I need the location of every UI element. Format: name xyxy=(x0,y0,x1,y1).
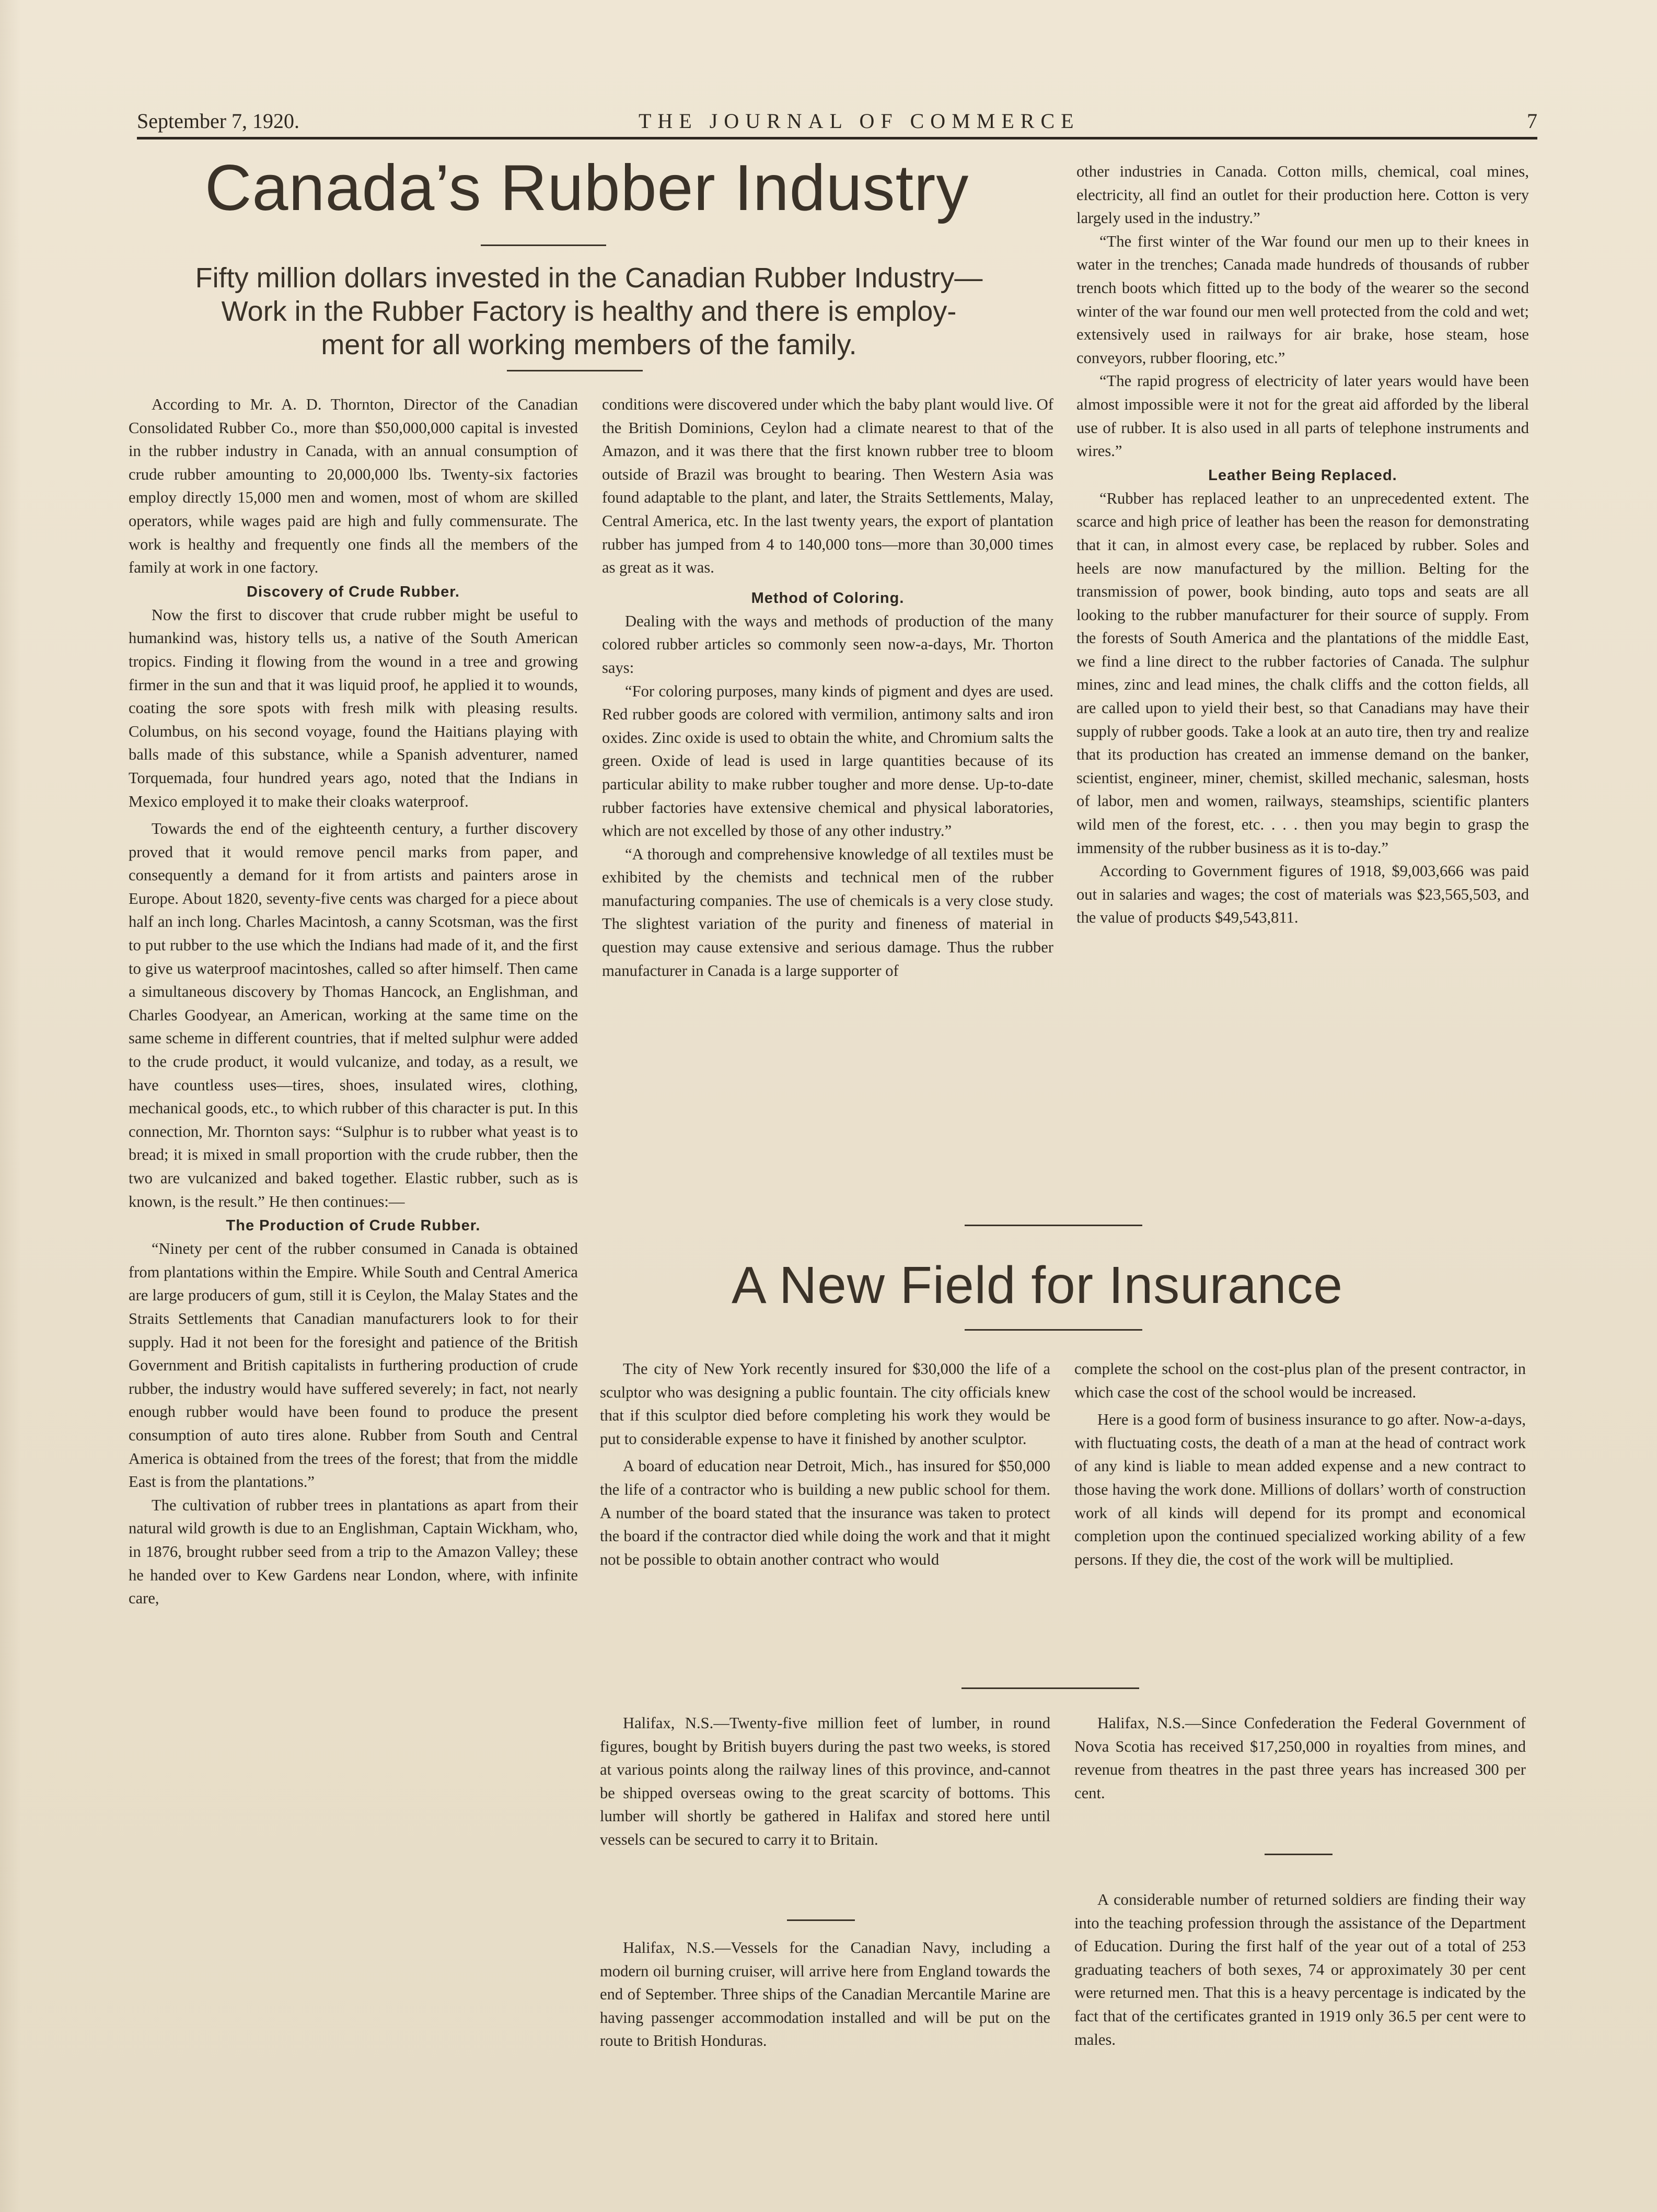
deck-rule xyxy=(507,370,643,371)
rubber-paragraph: “Rubber has replaced leather to an unprecedented extent. The scarce and high price of leather has been the reason for demonstrating that it can, in almost every case, be replaced by rubber. Soles and heels are now manufactured by the million. Belting for the transmission of power, book binding, auto tops and seats are all looking to the rubber manufacturer for their source of supply. From the forests of South America and the plantations of the middle East, we find a line direct to the rubber factories of Canada. The sulphur mines, zinc and lead mines, the chalk cliffs and the cotton fields, all are called upon to yield their best, so that Canadians may have their supply of rubber goods. Take a look at an auto tire, then try and realize that its production has created an immense demand on the banker, scientist, engineer, miner, chemist, skilled mechanic, salesman, hosts of labor, men and women, railways, steamships, scientific planters wild men of the forest, etc. . . . then you may begin to grasp the immensity of the rubber business as it is to-day.” xyxy=(1076,489,1529,857)
brief-divider-right xyxy=(1265,1854,1332,1855)
brief-paragraph: Halifax, N.S.—Vessels for the Canadian Navy, including a modern oil burning cruiser, will arrive here from England towards the end of September. Three ships of the Canadian Mercantile Marine are having passenger accommodation installed and will be put on the route to British Honduras. xyxy=(600,1939,1050,2050)
insurance-headline: A New Field for Insurance xyxy=(732,1256,1343,1314)
brief-royalties xyxy=(1074,1712,1526,1804)
brief-soldiers xyxy=(1074,1888,1526,2051)
rubber-paragraph: “The rapid progress of electricity of later years would have been almost impossible were it not for the great aid afforded by the liberal use of rubber. It is also used in all parts of telephone instruments and wires.” xyxy=(1076,372,1529,460)
issue-date: September 7, 1920. xyxy=(137,109,300,133)
brief-paragraph: Halifax, N.S.—Since Confederation the Federal Government of Nova Scotia has received $17,250,000 in royalties from mines, and revenue from theatres in the past three years has increased 300 per cent. xyxy=(1074,1714,1526,1802)
rubber-column-2 xyxy=(602,393,1053,982)
brief-navy xyxy=(600,1936,1050,2053)
rubber-paragraph: Towards the end of the eighteenth century, a further discovery proved that it would remove pencil marks from paper, and consequently a demand for it from artists and painters arose in Europe. About 1820, seventy-five cents was charged for a piece about half an inch long. Charles Macintosh, a canny Scotsman, was the first to put rubber to the use which the Indians had made of it, and the first to give us waterproof macintoshes, called so after himself. Then came a simultaneous discovery by Thomas Hancock, an Englishman, and Charles Goodyear, an American, working at the same time on the same scheme in different countries, that if melted sulphur were added to the crude product, it would vulcanize, and today, as a result, we have countless uses—tires, shoes, insulated wires, clothing, mechanical goods, etc., to which rubber of this character is put. In this connection, Mr. Thornton says: “Sulphur is to rubber what yeast is to bread; it is mixed in small proportion with the crude rubber, then the two are vulcanized and baked together. Elastic rubber, such as is known, is the result.” He then continues:— xyxy=(129,820,578,1210)
deck-line-2: Work in the Rubber Factory is healthy and there is employ- xyxy=(221,296,957,327)
headline-rule xyxy=(481,245,606,246)
brief-paragraph: A considerable number of returned soldiers are finding their way into the teaching profession through the assistance of the Department of Education. During the first half of the year out of a total of 253 graduating teachers of both sexes, 74 or approximately 30 per cent were returned men. That this is a heavy percentage is indicated by the fact that of the certificates granted in 1919 only 36.5 per cent were to males. xyxy=(1074,1891,1526,2048)
rubber-column-1 xyxy=(129,393,578,1610)
insurance-top-rule xyxy=(965,1225,1142,1226)
rubber-paragraph: According to Government figures of 1918, $9,003,666 was paid out in salaries and wages; the cost of materials was $23,565,503, and the value of products $49,543,811. xyxy=(1076,862,1529,927)
rubber-paragraph: “For coloring purposes, many kinds of pigment and dyes are used. Red rubber goods are colored with vermilion, antimony salts and iron oxides. Zinc oxide is used to obtain the white, and Chromium salts the green. Oxide of lead is used in large quantities because of its particular ability to make rubber tougher and more dense. Up-to-date rubber factories have extensive chemical and physical laboratories, which are not excelled by those of any other industry.” xyxy=(602,682,1053,840)
rubber-column-3 xyxy=(1076,160,1529,929)
rubber-paragraph: “Ninety per cent of the rubber consumed in Canada is obtained from plantations within the Empire. While South and Central America are large producers of gum, still it is Ceylon, the Malay States and the Straits Settlements that Canadian manufacturers look to for their supply. Had it not been for the foresight and patience of the British Government and British capitalists in furthering production of crude rubber, the industry would have suffered severely; in fact, not nearly enough rubber would have been found to produce the present consumption of auto tires alone. Rubber from South and Central America is obtained from the trees of the forest; that from the middle East is from the plantations.” xyxy=(129,1240,578,1491)
page-number: 7 xyxy=(1527,109,1537,133)
rubber-paragraph: “A thorough and comprehensive knowledge of all textiles must be exhibited by the chemists and technical men of the rubber manufacturing companies. The use of chemicals is a very close study. The slightest variation of the purity and fineness of material in question may cause extensive and serious damage. Thus the rubber manufacturer in Canada is a large supporter of xyxy=(602,845,1053,980)
journal-name: THE JOURNAL OF COMMERCE xyxy=(639,109,1080,133)
running-head xyxy=(137,104,1537,139)
rubber-deck xyxy=(121,261,1057,362)
rubber-paragraph: other industries in Canada. Cotton mills, chemical, coal mines, electricity, all find an outlet for their production here. Cotton is very largely used in the industry.” xyxy=(1076,162,1529,227)
insurance-paragraph: A board of education near Detroit, Mich., has insured for $50,000 the life of a contractor who is building a new public school for them. A number of the board stated that the insurance was taken to protect the board if the contractor died while doing the work and that it might not be possible to obtain another contract who would xyxy=(600,1457,1050,1568)
insurance-paragraph: The city of New York recently insured for $30,000 the life of a sculptor who was designing a public fountain. The city officials knew that if this sculptor died before completing his work they would be put to considerable expense to have it finished by another sculptor. xyxy=(600,1360,1050,1448)
deck-line-1: Fifty million dollars invested in the Canadian Rubber Industry— xyxy=(195,262,983,294)
rubber-headline: Canada’s Rubber Industry xyxy=(205,152,969,224)
insurance-paragraph: Here is a good form of business insurance to go after. Now-a-days, with fluctuating costs, the death of a man at the head of contract work of any kind is liable to mean added expense and a new contract to those having the work done. Millions of dollars’ worth of construction work of all kinds will depend for its prompt and economical completion upon the continued specialized working ability of a few persons. If they die, the cost of the work will be multiplied. xyxy=(1074,1411,1526,1568)
deck-line-3: ment for all working members of the family. xyxy=(321,329,857,360)
rubber-paragraph: “The first winter of the War found our men up to their knees in water in the trenches; Canada made hundreds of thousands of rubber trench boots which fitted up to the body of the wearer so the second winter of the war found our men well protected from the cold and wet; extensively used in railways for air brake, hose steam, hose conveyors, rubber flooring, etc.” xyxy=(1076,232,1529,367)
subhead-production: The Production of Crude Rubber. xyxy=(226,1217,481,1235)
rubber-paragraph: According to Mr. A. D. Thornton, Director of the Canadian Consolidated Rubber Co., more than $50,000,000 capital is invested in the rubber industry in Canada, with an annual consumption of crude rubber amounting to 20,000,000 lbs. Twenty-six factories employ directly 15,000 men and women, most of whom are skilled operators, while wages paid are high and fully commensurate. The work is healthy and frequently one finds all the members of the family at work in one factory. xyxy=(129,395,578,577)
insurance-paragraph: complete the school on the cost-plus plan of the present contractor, in which case the cost of the school would be increased. xyxy=(1074,1360,1526,1401)
brief-lumber xyxy=(600,1712,1050,1852)
insurance-bottom-rule xyxy=(965,1329,1142,1331)
subhead-coloring: Method of Coloring. xyxy=(751,589,905,607)
briefs-rule xyxy=(961,1687,1139,1689)
rubber-paragraph: The cultivation of rubber trees in plantations as apart from their natural wild growth is due to an Englishman, Captain Wickham, who, in 1876, brought rubber seed from a trip to the Amazon Valley; these he handed over to Kew Gardens near London, where, with infinite care, xyxy=(129,1496,578,1608)
rubber-paragraph: conditions were discovered under which the baby plant would live. Of the British Dominions, Ceylon had a climate nearest to that of the Amazon, and it was there that the first known rubber tree to bloom outside of Brazil was brought to bearing. Then Western Asia was found adaptable to the plant, and later, the Straits Settlements, Malay, Central America, etc. In the last twenty years, the export of plantation rubber has jumped from 4 to 140,000 tons—more than 30,000 times as great as it was. xyxy=(602,395,1053,577)
brief-paragraph: Halifax, N.S.—Twenty-five million feet of lumber, in round figures, bought by British buyers during the past two weeks, is stored at various points along the railway lines of this province, and-cannot be shipped overseas owing to the great scarcity of bottoms. This lumber will shortly be gathered in Halifax and stored here until vessels can be secured to carry it to Britain. xyxy=(600,1714,1050,1848)
insurance-column-2 xyxy=(1074,1357,1526,1571)
subhead-leather: Leather Being Replaced. xyxy=(1208,467,1397,484)
insurance-column-1 xyxy=(600,1357,1050,1571)
subhead-discovery: Discovery of Crude Rubber. xyxy=(247,583,460,600)
brief-divider-left xyxy=(787,1919,855,1921)
rubber-paragraph: Now the first to discover that crude rubber might be useful to humankind was, history tells us, a native of the South American tropics. Finding it flowing from the wound in a tree and growing firmer in the sun and that it was liquid proof, he applied it to wounds, coating the sore spots with fresh milk with pleasing results. Columbus, on his second voyage, found the Haitians playing with balls made of this substance, while a Spanish adventurer, named Torquemada, four hundred years ago, noted that the Indians in Mexico employed it to make their cloaks waterproof. xyxy=(129,606,578,810)
rubber-paragraph: Dealing with the ways and methods of production of the many colored rubber articles so commonly seen now-a-days, Mr. Thorton says: xyxy=(602,612,1053,677)
